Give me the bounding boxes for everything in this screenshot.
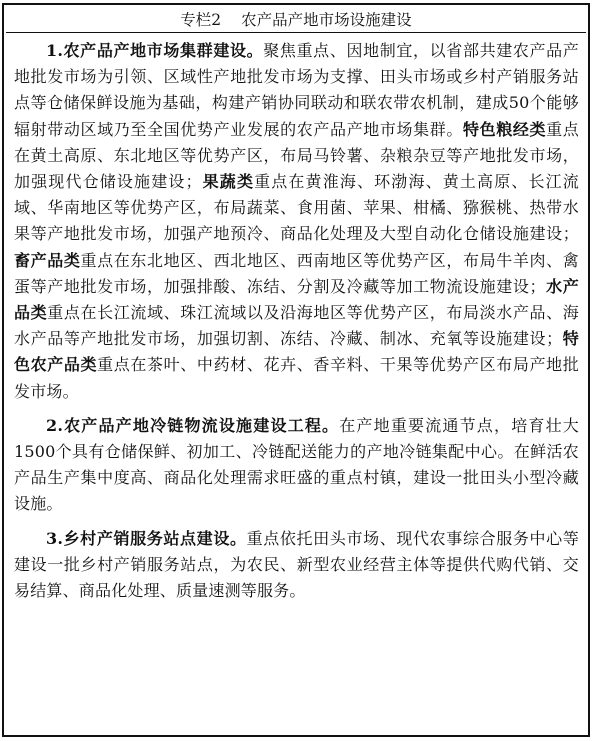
section-3 <box>14 526 579 605</box>
section-1-text: 聚焦重点、因地制宜，以省部共建农产品产地批发市场为引领、区域性产地批发市场为支撑、田头市场或乡村产销服务站点等仓储保鲜设施为基础，构建产销协同联动和联农带农机制，建成50个能够辐射带动区域乃至全国优势产业发展的农产品产地市场集群。 <box>14 41 579 139</box>
category-grain-label: 特色粮经类 <box>463 119 547 139</box>
category-fruit-veg-text: 重点在黄淮海、环渤海、黄土高原、长江流域、华南地区等优势产区，布局蔬菜、食用菌、苹果、柑橘、猕猴桃、热带水果等产地批发市场，加强产地预冷、商品化处理及大型自动化仓储设施建设； <box>14 172 579 244</box>
box-title-bar <box>6 7 586 33</box>
section-3-heading: 3.乡村产销服务站点建设。 <box>46 528 247 548</box>
category-fruit-veg-label: 果蔬类 <box>201 172 255 192</box>
category-aquatic-label: 水产品类 <box>14 276 579 323</box>
category-aquatic-text: 重点在长江流域、珠江流域以及沿海地区等优势产区，布局淡水产品、海水产品等产地批发市场，加强切割、冻结、冷藏、制冰、充氧等设施建设； <box>14 303 579 349</box>
section-2-heading: 2.农产品产地冷链物流设施建设工程。 <box>46 415 340 435</box>
box-label: 专栏2 <box>180 11 222 29</box>
box-content <box>14 38 579 604</box>
category-specialty-label: 特色农产品类 <box>14 329 579 375</box>
category-grain-text: 重点在黄土高原、东北地区等优势产区，布局马铃薯、杂粮杂豆等产地批发市场，加强现代仓储设施建设； <box>14 119 579 192</box>
section-2-text: 在产地重要流通节点，培育壮大1500个具有仓储保鲜、初加工、冷链配送能力的产地冷链集配中心。在鲜活农产品生产集中度高、商品化处理需求旺盛的重点村镇，建设一批田头小型冷藏设施。 <box>14 415 579 514</box>
column-box <box>2 3 590 737</box>
section-3-text: 重点依托田头市场、现代农事综合服务中心等建设一批乡村产销服务站点，为农民、新型农业经营主体等提供代购代销、交易结算、商品化处理、质量速测等服务。 <box>14 528 579 601</box>
category-specialty-text: 重点在茶叶、中药材、花卉、香辛料、干果等优势产区布局产地批发市场。 <box>14 355 579 401</box>
category-livestock-text: 重点在东北地区、西北地区、西南地区等优势产区，布局牛羊肉、禽蛋等产地批发市场，加强排酸、冻结、分割及冷藏等加工物流设施建设； <box>14 250 579 296</box>
category-livestock-label: 畜产品类 <box>14 250 81 270</box>
section-1 <box>14 38 579 405</box>
section-1-heading: 1.农产品产地市场集群建设。 <box>46 41 264 60</box>
section-2 <box>14 413 579 518</box>
box-title: 农产品产地市场设施建设 <box>241 11 412 29</box>
